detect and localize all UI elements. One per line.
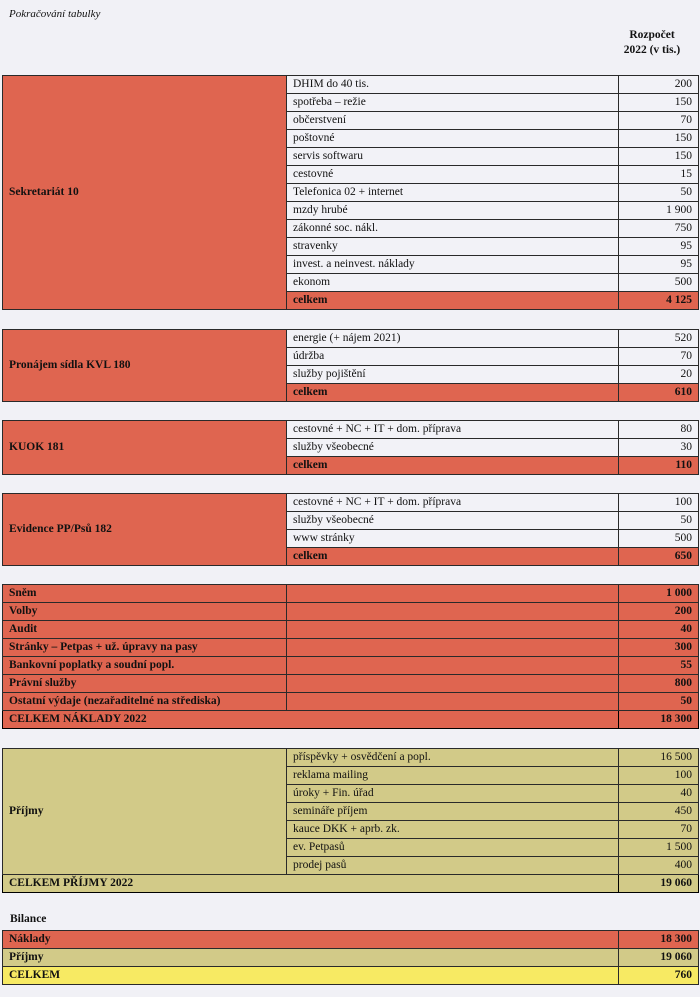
cost-value: 50	[619, 693, 699, 711]
subtotal-label: celkem	[287, 292, 619, 310]
item-value: 150	[619, 94, 699, 112]
item-label: stravenky	[287, 238, 619, 256]
income-table	[2, 748, 699, 893]
item-value: 16 500	[619, 749, 699, 767]
other-costs-table	[2, 584, 699, 729]
item-label: poštovné	[287, 130, 619, 148]
item-label: invest. a neinvest. náklady	[287, 256, 619, 274]
cost-label: Stránky – Petpas + už. úpravy na pasy	[3, 639, 287, 657]
costs-total-label: CELKEM NÁKLADY 2022	[3, 711, 619, 729]
cost-value: 40	[619, 621, 699, 639]
item-label: cestovné + NC + IT + dom. příprava	[287, 494, 619, 512]
item-value: 150	[619, 130, 699, 148]
table-row	[3, 967, 699, 985]
section-sekretariat-table	[2, 75, 699, 310]
table-row	[3, 621, 699, 639]
item-label: služby všeobecné	[287, 512, 619, 530]
item-value: 200	[619, 76, 699, 94]
item-label: Telefonica 02 + internet	[287, 184, 619, 202]
table-row	[3, 421, 699, 439]
subtotal-value: 4 125	[619, 292, 699, 310]
item-value: 15	[619, 166, 699, 184]
subtotal-label: celkem	[287, 548, 619, 566]
empty-cell	[287, 657, 619, 675]
item-label: zákonné soc. nákl.	[287, 220, 619, 238]
item-value: 500	[619, 530, 699, 548]
item-value: 1 900	[619, 202, 699, 220]
balance-value: 760	[619, 967, 699, 985]
empty-cell	[287, 693, 619, 711]
item-value: 70	[619, 821, 699, 839]
item-value: 40	[619, 785, 699, 803]
item-value: 750	[619, 220, 699, 238]
subtotal-label: celkem	[287, 384, 619, 402]
item-label: cestovné	[287, 166, 619, 184]
table-continuation-caption: Pokračování tabulky	[9, 8, 101, 20]
item-value: 100	[619, 767, 699, 785]
item-label: energie (+ nájem 2021)	[287, 330, 619, 348]
cost-value: 800	[619, 675, 699, 693]
cost-value: 300	[619, 639, 699, 657]
subtotal-value: 650	[619, 548, 699, 566]
cost-value: 1 000	[619, 585, 699, 603]
cost-value: 200	[619, 603, 699, 621]
table-row	[3, 675, 699, 693]
item-value: 150	[619, 148, 699, 166]
income-title: Příjmy	[3, 749, 287, 875]
cost-label: Bankovní poplatky a soudní popl.	[3, 657, 287, 675]
item-label: ev. Petpasů	[287, 839, 619, 857]
table-row	[3, 931, 699, 949]
income-total-value: 19 060	[619, 875, 699, 893]
item-label: reklama mailing	[287, 767, 619, 785]
income-total-label: CELKEM PŘÍJMY 2022	[3, 875, 619, 893]
table-row	[3, 603, 699, 621]
balance-table	[2, 930, 699, 985]
item-label: spotřeba – režie	[287, 94, 619, 112]
item-value: 95	[619, 238, 699, 256]
item-value: 30	[619, 439, 699, 457]
item-label: servis softwaru	[287, 148, 619, 166]
section-title: KUOK 181	[3, 421, 287, 475]
costs-total-row	[3, 711, 699, 729]
item-label: služby všeobecné	[287, 439, 619, 457]
item-label: semináře příjem	[287, 803, 619, 821]
section-title: Evidence PP/Psů 182	[3, 494, 287, 566]
item-value: 70	[619, 348, 699, 366]
income-total-row	[3, 875, 699, 893]
item-label: služby pojištění	[287, 366, 619, 384]
subtotal-label: celkem	[287, 457, 619, 475]
item-value: 520	[619, 330, 699, 348]
item-label: prodej pasů	[287, 857, 619, 875]
cost-label: Audit	[3, 621, 287, 639]
item-label: údržba	[287, 348, 619, 366]
table-row	[3, 585, 699, 603]
table-row	[3, 949, 699, 967]
balance-label: Náklady	[3, 931, 619, 949]
cost-value: 55	[619, 657, 699, 675]
cost-label: Ostatní výdaje (nezařaditelné na střediska)	[3, 693, 287, 711]
empty-cell	[287, 639, 619, 657]
item-value: 50	[619, 184, 699, 202]
balance-label: CELKEM	[3, 967, 619, 985]
cost-label: Volby	[3, 603, 287, 621]
empty-cell	[287, 675, 619, 693]
table-row	[3, 749, 699, 767]
cost-label: Sněm	[3, 585, 287, 603]
item-label: www stránky	[287, 530, 619, 548]
item-value: 100	[619, 494, 699, 512]
empty-cell	[287, 621, 619, 639]
item-label: mzdy hrubé	[287, 202, 619, 220]
cost-label: Právní služby	[3, 675, 287, 693]
item-value: 400	[619, 857, 699, 875]
section-title: Sekretariát 10	[3, 76, 287, 310]
item-value: 450	[619, 803, 699, 821]
item-label: příspěvky + osvědčení a popl.	[287, 749, 619, 767]
section-pronajem-table	[2, 329, 699, 402]
item-value: 50	[619, 512, 699, 530]
section-title: Pronájem sídla KVL 180	[3, 330, 287, 402]
empty-cell	[287, 585, 619, 603]
balance-label: Příjmy	[3, 949, 619, 967]
item-value: 1 500	[619, 839, 699, 857]
subtotal-value: 110	[619, 457, 699, 475]
item-value: 70	[619, 112, 699, 130]
empty-cell	[287, 603, 619, 621]
balance-heading: Bilance	[10, 913, 47, 925]
budget-header-line1: Rozpočet	[629, 29, 675, 41]
costs-total-value: 18 300	[619, 711, 699, 729]
item-label: cestovné + NC + IT + dom. příprava	[287, 421, 619, 439]
subtotal-value: 610	[619, 384, 699, 402]
budget-column-header	[614, 28, 690, 58]
item-value: 20	[619, 366, 699, 384]
item-value: 80	[619, 421, 699, 439]
item-label: občerstvení	[287, 112, 619, 130]
table-row	[3, 330, 699, 348]
table-row	[3, 657, 699, 675]
balance-value: 19 060	[619, 949, 699, 967]
item-label: kauce DKK + aprb. zk.	[287, 821, 619, 839]
item-value: 500	[619, 274, 699, 292]
budget-header-line2: 2022 (v tis.)	[623, 44, 681, 56]
table-row	[3, 693, 699, 711]
section-kuok-table	[2, 420, 699, 475]
balance-value: 18 300	[619, 931, 699, 949]
table-row	[3, 494, 699, 512]
item-label: ekonom	[287, 274, 619, 292]
item-value: 95	[619, 256, 699, 274]
section-evidence-table	[2, 493, 699, 566]
item-label: DHIM do 40 tis.	[287, 76, 619, 94]
table-row	[3, 76, 699, 94]
item-label: úroky + Fin. úřad	[287, 785, 619, 803]
table-row	[3, 639, 699, 657]
